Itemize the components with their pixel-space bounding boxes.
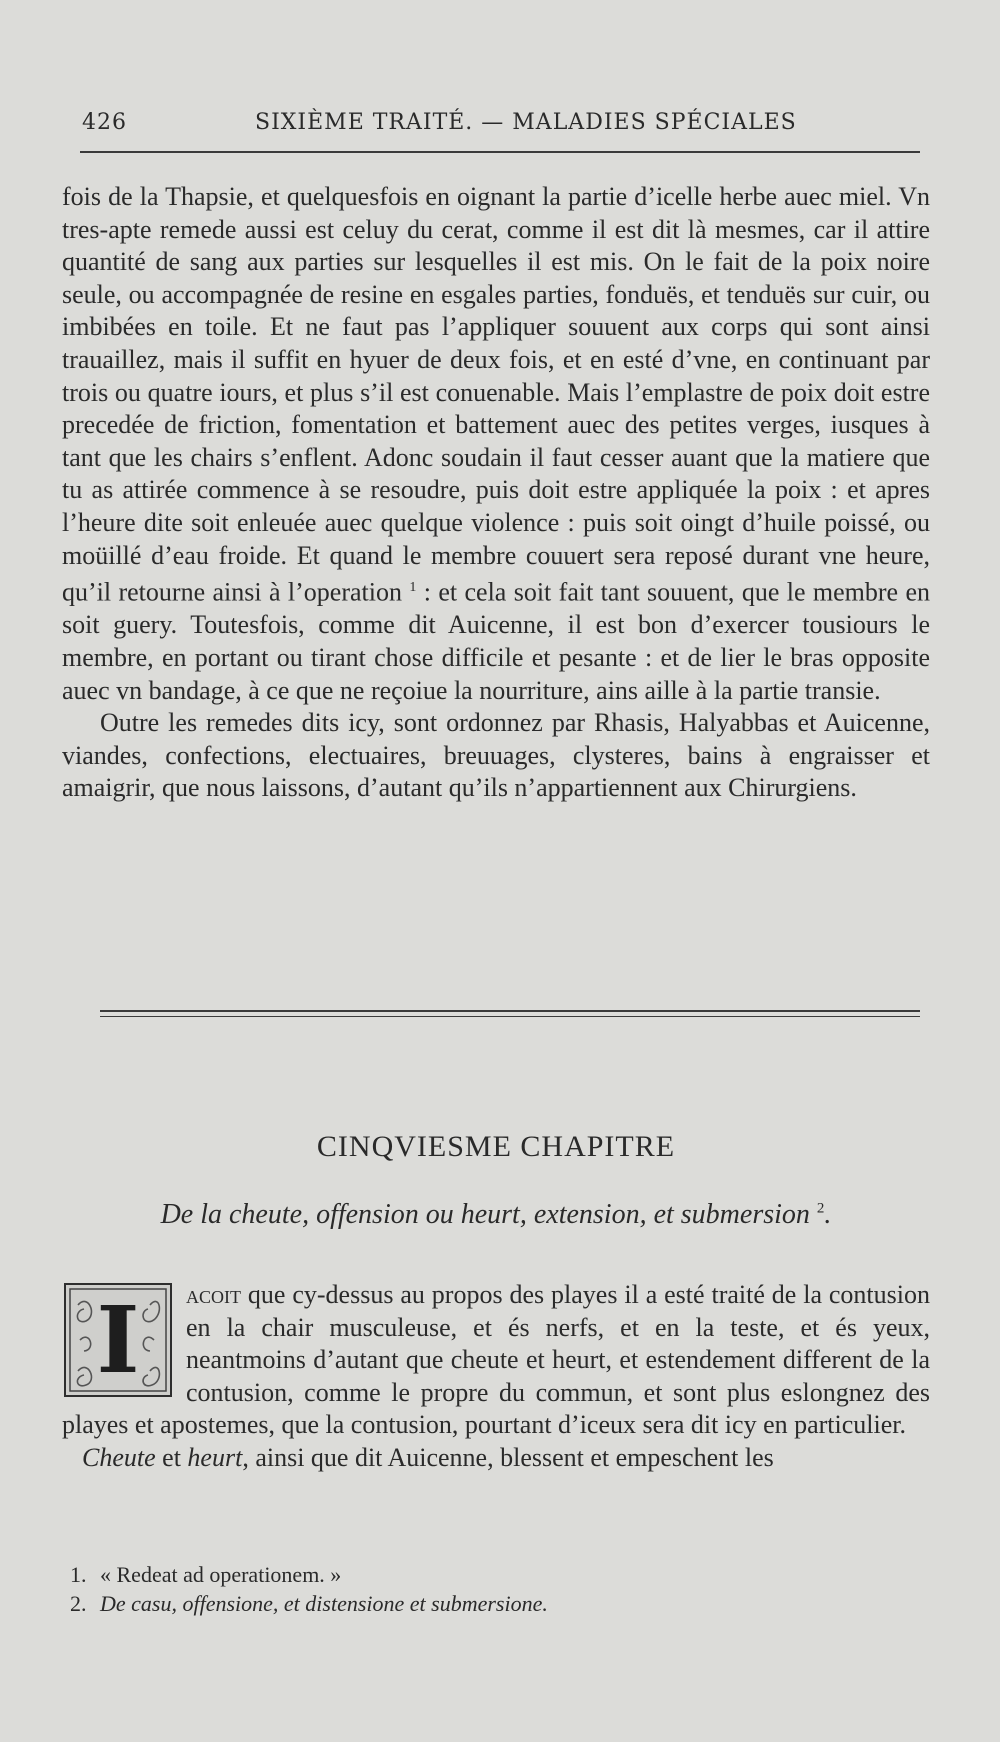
footnote-1-number: 1. xyxy=(70,1562,87,1587)
chapter-text xyxy=(62,1279,930,1475)
chapter-paragraph-1 xyxy=(62,1279,930,1442)
footnote-1-text: « Redeat ad operationem. » xyxy=(100,1562,342,1587)
opening-smallcaps: acoit xyxy=(186,1280,241,1309)
main-text xyxy=(62,181,930,805)
chapter-subtitle: De la cheute, offension ou heurt, extension, et submersion $^2$. xyxy=(160,1199,832,1230)
footnotes xyxy=(70,1560,930,1618)
chapter-subtitle-text: De la cheute, offension ou heurt, extension, et submersion xyxy=(160,1199,810,1230)
opening-text: que cy-dessus au propos des playes il a esté traité de la contusion en la chair musculeuse, et és nerfs, et en la teste, et és yeux, neantmoins d’autant que cheute et heurt, et estendement different de la contusion, comme le propre du commun, et sont plus eslongnez des playes et apostemes, que la contusion, pourtant d’iceux sera dit icy en particulier. xyxy=(62,1280,930,1440)
chapter-paragraph-2-text: , ainsi que dit Auicenne, blessent et empeschent les xyxy=(242,1442,774,1472)
italic-word-cheute: Cheute xyxy=(82,1442,156,1472)
page-number: 426 xyxy=(82,110,127,135)
header-rule xyxy=(80,151,920,153)
dropcap-spacer xyxy=(62,1279,186,1407)
section-rule-thin xyxy=(100,1016,920,1017)
page-header xyxy=(80,110,920,144)
paragraph-1-part-2: : et cela soit fait tant souuent, que le membre en soit guery. Toutesfois, comme dit Auicenne, il est bon d’exercer tousiours le membre, en portant ou tirant chose difficile et pesante : et de lier le bras opposite auec vn bandage, à ce que ne reçoiue la nourriture, ains aille à la partie transie. xyxy=(62,577,930,705)
chapter-title: CINQVIESME CHAPITRE xyxy=(316,1130,676,1163)
running-title: SIXIÈME TRAITÉ. — MALADIES SPÉCIALES xyxy=(255,110,797,135)
paragraph-2: Outre les remedes dits icy, sont ordonnez par Rhasis, Halyabbas et Auicenne, viandes, confections, electuaires, breuuages, clysteres, bains à engraisser et amaigrir, que nous laissons, d’autant qu’ils n’appartiennent aux Chirurgiens. xyxy=(62,708,930,803)
chapter-subtitle-note: 2 xyxy=(816,1200,825,1217)
paragraph-1-part-1: fois de la Thapsie, et quelquesfois en oignant la partie d’icelle herbe auec miel. Vn tres-apte remede aussi est celuy du cerat, comme il est dit là mesmes, car il attire quantité de sang aux parties sur lesquelles il est mis. On le fait de la poix noire seule, ou accompagnée de resine en esgales parties, fonduës, et tenduës sur cuir, ou imbibées en toile. Et ne faut pas l’appliquer souuent aux corps qui sont ainsi trauaillez, mais il suffit en hyuer de deux fois, et en esté d’vne, en continuant par trois ou quatre iours, et plus s’il est conuenable. Mais l’emplastre de poix doit estre precedée de friction, fomentation et battement auec des petites verges, iusques à tant que les chairs s’enflent. Adonc soudain il faut cesser auant que la matiere que tu as attirée commence à se resoudre, puis doit estre appliquée la poix : et apres l’heure dite soit enleuée auec quelque violence : puis soit oingt d’huile poissé, ou moüillé d’eau froide. Et quand le membre couuert sera reposé durant vne heure, qu’il retourne ainsi à l’operation xyxy=(62,182,930,607)
dropcap-letter: I xyxy=(96,1286,140,1394)
footnote-reference-1: 1 xyxy=(409,580,417,596)
footnote-2-text: De casu, offensione, et distensione et submersione. xyxy=(100,1591,548,1616)
footnote-1 xyxy=(70,1560,930,1589)
footnote-2 xyxy=(70,1589,930,1618)
conjunction: et xyxy=(155,1442,188,1472)
italic-word-heurt: heurt xyxy=(187,1442,243,1472)
section-rule-thick xyxy=(100,1010,920,1012)
paragraph-1 xyxy=(62,181,930,707)
footnote-2-number: 2. xyxy=(70,1591,87,1616)
chapter-paragraph-2 xyxy=(62,1442,930,1475)
